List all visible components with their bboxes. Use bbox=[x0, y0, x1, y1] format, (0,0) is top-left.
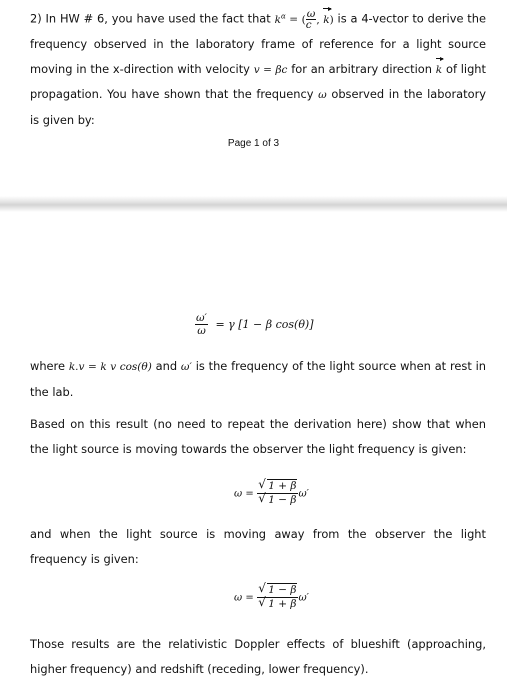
question-paragraph bbox=[30, 4, 486, 132]
k-dot-v-expr: k.v = k v cos(θ) bbox=[68, 361, 152, 373]
and-word: and bbox=[155, 359, 178, 373]
equation-2-tail: ω′ bbox=[298, 488, 309, 500]
k-vector: k bbox=[323, 8, 329, 33]
velocity-equals: = bbox=[259, 63, 276, 76]
omega-prime-symbol: ω′ bbox=[180, 361, 192, 373]
four-vector-expr: ( $\frac{\omega}{c}$ , k) bbox=[301, 8, 334, 31]
equation-2 bbox=[234, 480, 309, 507]
equation-3-lhs: ω = bbox=[234, 592, 254, 604]
redshift-numerator: 1 − β bbox=[268, 584, 297, 596]
redshift-fraction bbox=[257, 584, 298, 611]
page-1 bbox=[0, 0, 507, 196]
conclusion-paragraph: Those results are the relativistic Doppler effects of blueshift (approaching, higher frequency) and redshift (receding, lower frequency). bbox=[30, 637, 486, 676]
after-velocity: for an arbitrary direction bbox=[291, 61, 432, 76]
equation-3-tail: ω′ bbox=[298, 592, 309, 604]
question-lead: 2) In HW # 6, you have used the fact that bbox=[30, 11, 271, 26]
redshift-denominator: 1 + β bbox=[268, 598, 297, 610]
velocity-symbol: v bbox=[253, 63, 260, 76]
omega-symbol: ω bbox=[318, 89, 327, 101]
page-number: Page 1 of 3 bbox=[227, 138, 280, 149]
equation-1 bbox=[195, 312, 314, 337]
equation-3 bbox=[234, 584, 309, 611]
equals-sign: = bbox=[285, 13, 302, 26]
where-rest: is the frequency of the light source when at rest in the lab. bbox=[30, 359, 487, 399]
beta-c: βc bbox=[275, 63, 288, 76]
blueshift-denominator: 1 − β bbox=[268, 494, 297, 506]
after-four-vector: is a 4-vector to derive the frequency observed in the laboratory frame of reference for a light source moving in the x-direction with velocity bbox=[30, 11, 486, 76]
where-paragraph bbox=[30, 354, 486, 404]
page-separator bbox=[0, 196, 507, 212]
equation-2-lhs: ω = bbox=[234, 488, 254, 500]
omega-ratio: $\frac{\omega'}{\omega}$ bbox=[196, 312, 207, 337]
away-paragraph: and when the light source is moving away from the observer the light frequency is given: bbox=[30, 527, 486, 566]
k-vector-2: k bbox=[436, 58, 442, 83]
blueshift-fraction bbox=[257, 480, 298, 507]
equation-1-rhs: = γ [1 − β cos(θ)] bbox=[215, 317, 314, 331]
after-omega: observed in the laboratory is given by: bbox=[30, 87, 486, 127]
blueshift-numerator: 1 + β bbox=[268, 480, 297, 492]
result-paragraph: Based on this result (no need to repeat the derivation here) show that when the light source is moving towards the observer the light frequency is given: bbox=[30, 417, 486, 456]
after-direction: of light propagation. You have shown that the frequency bbox=[30, 61, 486, 101]
where-lead: where bbox=[30, 359, 65, 373]
k-alpha-symbol: $k^\alpha$ bbox=[274, 12, 286, 26]
omega-over-c: $\frac{\omega}{c}$ bbox=[305, 8, 316, 31]
page-2 bbox=[0, 212, 507, 677]
